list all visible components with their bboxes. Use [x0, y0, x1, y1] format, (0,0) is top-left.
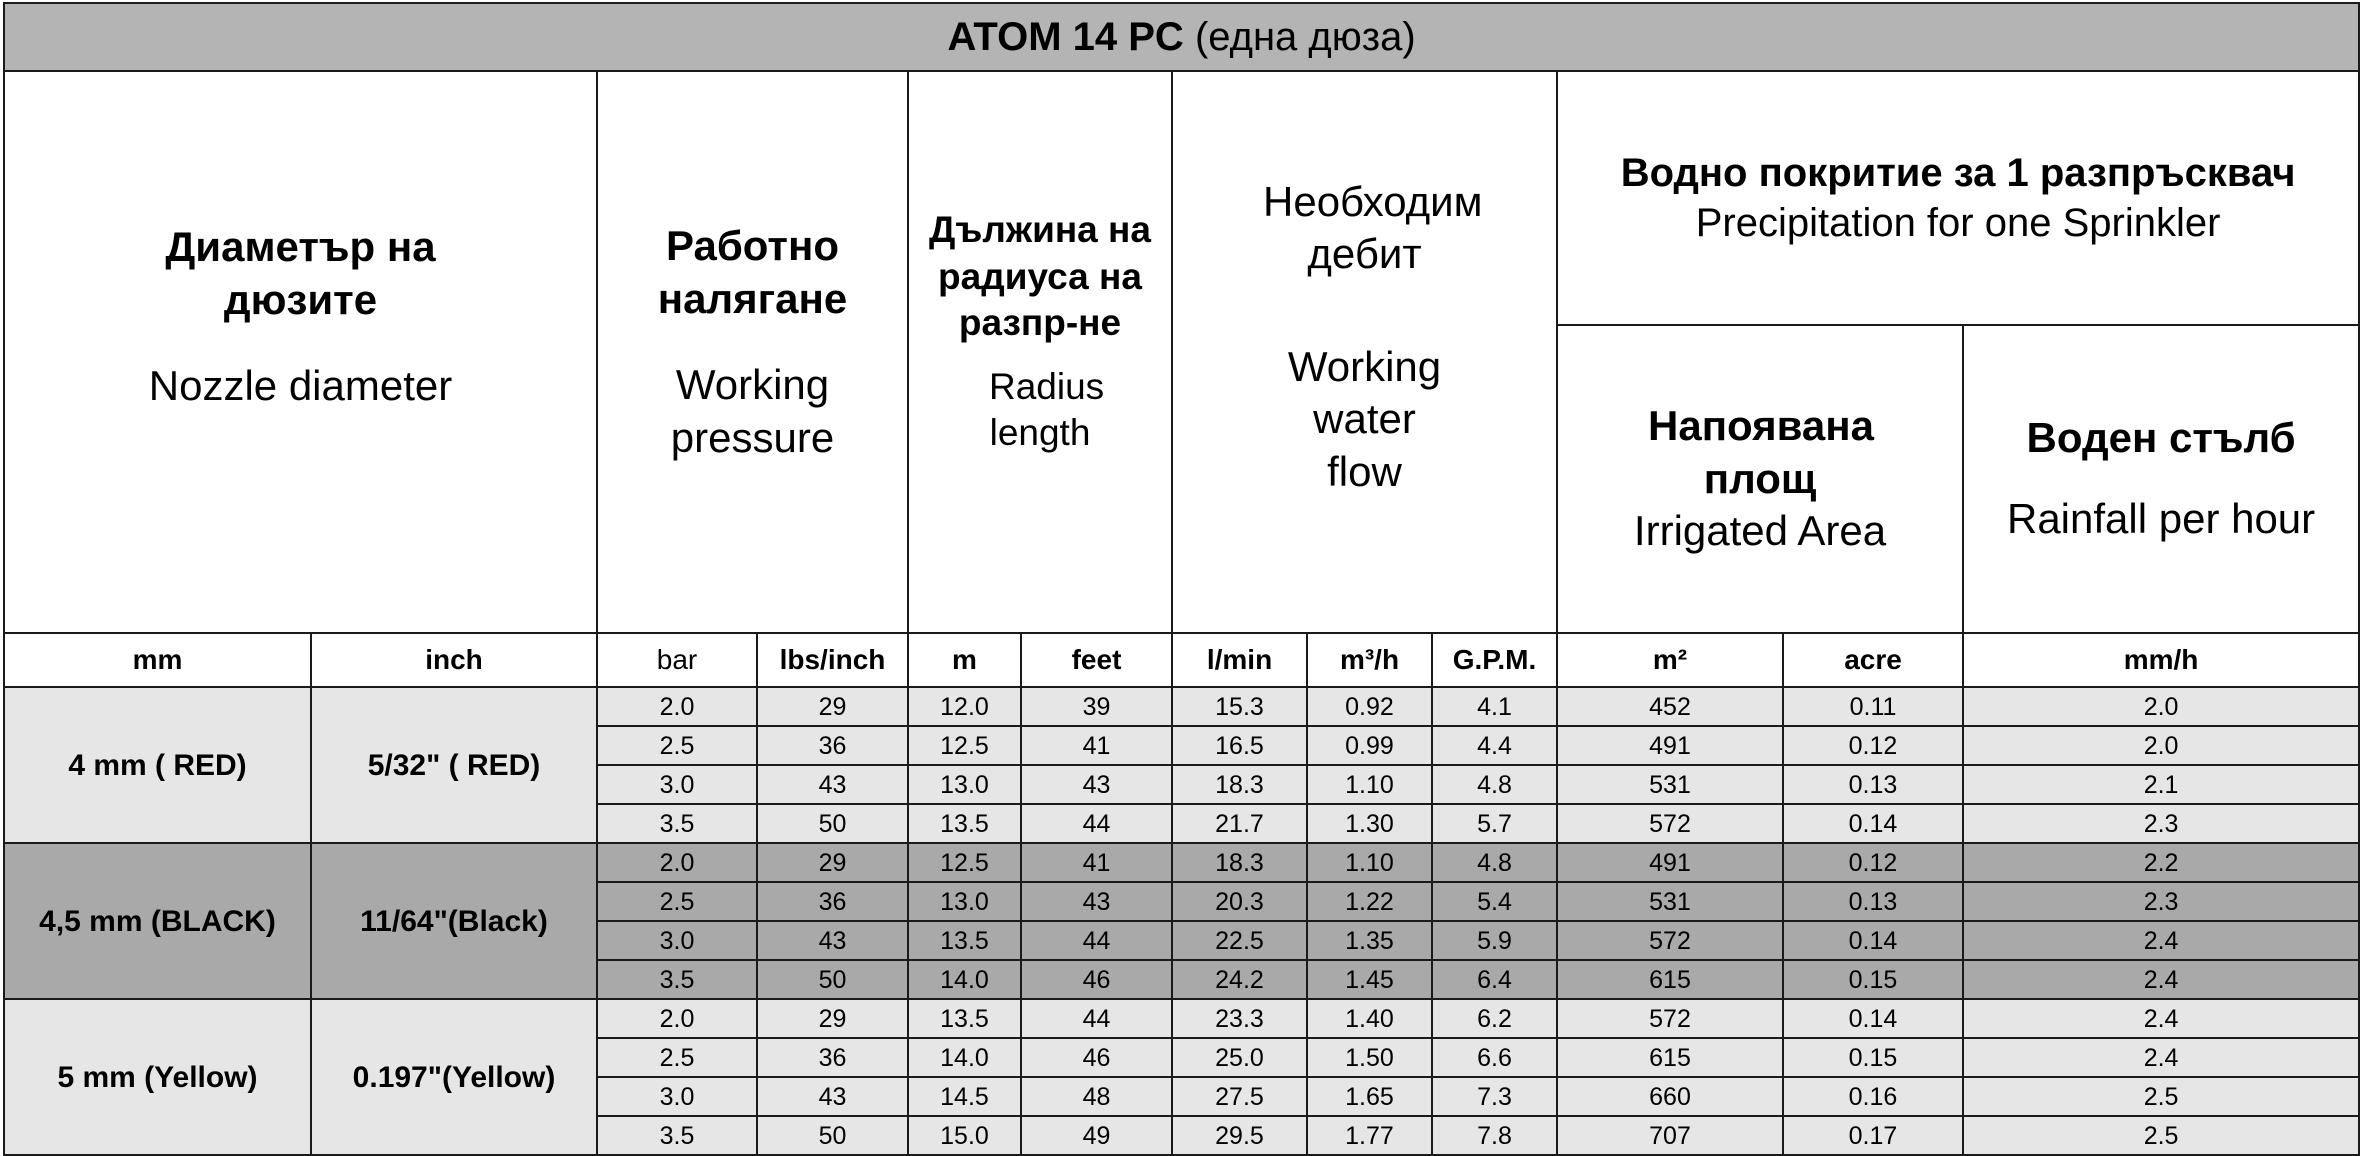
cell-m: 12.5: [908, 843, 1021, 882]
cell-m3h: 1.50: [1307, 1038, 1432, 1077]
cell-feet: 44: [1021, 999, 1172, 1038]
cell-feet: 43: [1021, 765, 1172, 804]
nozzle-inch-cell: 11/64"(Black): [311, 843, 597, 999]
cell-feet: 46: [1021, 960, 1172, 999]
cell-m3h: 1.30: [1307, 804, 1432, 843]
cell-m2: 707: [1557, 1116, 1783, 1155]
cell-mm-h: 2.3: [1963, 804, 2359, 843]
cell-m: 13.0: [908, 882, 1021, 921]
data-body: [4, 687, 2359, 1155]
cell-acre: 0.11: [1783, 687, 1963, 726]
cell-m3h: 1.65: [1307, 1077, 1432, 1116]
header-irrigated-area: [1557, 325, 1963, 633]
cell-l-min: 20.3: [1172, 882, 1307, 921]
cell-m3h: 0.99: [1307, 726, 1432, 765]
header-radius-length: [908, 71, 1172, 633]
cell-acre: 0.15: [1783, 1038, 1963, 1077]
cell-bar: 3.5: [597, 1116, 757, 1155]
cell-lbs-inch: 50: [757, 804, 908, 843]
spec-sheet: [0, 2, 2361, 1150]
cell-feet: 44: [1021, 804, 1172, 843]
cell-m: 14.0: [908, 960, 1021, 999]
unit-acre: acre: [1783, 633, 1963, 687]
cell-mm-h: 2.4: [1963, 1038, 2359, 1077]
cell-l-min: 18.3: [1172, 843, 1307, 882]
cell-mm-h: 2.2: [1963, 843, 2359, 882]
cell-mm-h: 2.1: [1963, 765, 2359, 804]
header-radius-bg: Дължина на радиуса на разпр-не: [929, 209, 1151, 343]
unit-m: m: [908, 633, 1021, 687]
cell-bar: 2.0: [597, 687, 757, 726]
table-title: [4, 3, 2359, 71]
cell-gpm: 5.7: [1432, 804, 1557, 843]
title-row: [4, 3, 2359, 71]
cell-acre: 0.17: [1783, 1116, 1963, 1155]
cell-lbs-inch: 36: [757, 1038, 908, 1077]
cell-bar: 3.0: [597, 765, 757, 804]
header-precip-en: Precipitation for one Sprinkler: [1695, 200, 2221, 245]
cell-l-min: 16.5: [1172, 726, 1307, 765]
cell-feet: 48: [1021, 1077, 1172, 1116]
cell-lbs-inch: 43: [757, 921, 908, 960]
cell-acre: 0.16: [1783, 1077, 1963, 1116]
cell-acre: 0.12: [1783, 843, 1963, 882]
cell-m3h: 1.35: [1307, 921, 1432, 960]
cell-m3h: 1.10: [1307, 843, 1432, 882]
cell-l-min: 22.5: [1172, 921, 1307, 960]
cell-bar: 3.5: [597, 960, 757, 999]
header-rain-en: Rainfall per hour: [2006, 494, 2316, 542]
header-precip-bg: Водно покритие за 1 разпръсквач: [1620, 150, 2296, 195]
cell-bar: 3.0: [597, 921, 757, 960]
header-flow-bg: Необходим дебит: [1263, 177, 1483, 278]
table-row: [4, 999, 2359, 1038]
cell-lbs-inch: 50: [757, 1116, 908, 1155]
cell-m3h: 1.22: [1307, 882, 1432, 921]
cell-l-min: 18.3: [1172, 765, 1307, 804]
cell-acre: 0.14: [1783, 999, 1963, 1038]
cell-gpm: 6.6: [1432, 1038, 1557, 1077]
cell-m: 14.0: [908, 1038, 1021, 1077]
cell-m2: 572: [1557, 804, 1783, 843]
cell-gpm: 4.8: [1432, 843, 1557, 882]
nozzle-inch-cell: 5/32" ( RED): [311, 687, 597, 843]
unit-mm: mm: [4, 633, 311, 687]
cell-bar: 2.5: [597, 882, 757, 921]
units-row: [4, 633, 2359, 687]
cell-feet: 44: [1021, 921, 1172, 960]
cell-l-min: 24.2: [1172, 960, 1307, 999]
cell-m: 13.5: [908, 999, 1021, 1038]
cell-m2: 572: [1557, 921, 1783, 960]
cell-gpm: 4.1: [1432, 687, 1557, 726]
cell-m3h: 1.45: [1307, 960, 1432, 999]
cell-m2: 531: [1557, 882, 1783, 921]
cell-m: 15.0: [908, 1116, 1021, 1155]
cell-bar: 2.0: [597, 843, 757, 882]
cell-m3h: 1.40: [1307, 999, 1432, 1038]
header-working-pressure: [597, 71, 908, 633]
cell-m: 14.5: [908, 1077, 1021, 1116]
cell-m2: 491: [1557, 843, 1783, 882]
cell-gpm: 5.9: [1432, 921, 1557, 960]
cell-m: 13.5: [908, 804, 1021, 843]
cell-l-min: 25.0: [1172, 1038, 1307, 1077]
cell-m2: 615: [1557, 960, 1783, 999]
nozzle-mm-cell: 5 mm (Yellow): [4, 999, 311, 1155]
cell-mm-h: 2.0: [1963, 687, 2359, 726]
cell-mm-h: 2.0: [1963, 726, 2359, 765]
header-water-flow: [1172, 71, 1557, 633]
cell-feet: 41: [1021, 726, 1172, 765]
cell-acre: 0.14: [1783, 804, 1963, 843]
cell-gpm: 6.4: [1432, 960, 1557, 999]
header-rain-bg: Воден стълб: [2026, 414, 2296, 462]
cell-gpm: 7.8: [1432, 1116, 1557, 1155]
cell-m3h: 0.92: [1307, 687, 1432, 726]
header-precipitation: [1557, 71, 2359, 325]
header-area-en: Irrigated Area: [1633, 507, 1887, 555]
cell-mm-h: 2.4: [1963, 960, 2359, 999]
cell-m3h: 1.77: [1307, 1116, 1432, 1155]
cell-lbs-inch: 43: [757, 1077, 908, 1116]
cell-feet: 46: [1021, 1038, 1172, 1077]
cell-acre: 0.13: [1783, 882, 1963, 921]
unit-inch: inch: [311, 633, 597, 687]
table-row: [4, 843, 2359, 882]
unit-mm-h: mm/h: [1963, 633, 2359, 687]
cell-lbs-inch: 36: [757, 882, 908, 921]
cell-mm-h: 2.4: [1963, 921, 2359, 960]
cell-l-min: 15.3: [1172, 687, 1307, 726]
table-row: [4, 687, 2359, 726]
cell-l-min: 23.3: [1172, 999, 1307, 1038]
cell-l-min: 21.7: [1172, 804, 1307, 843]
cell-gpm: 4.8: [1432, 765, 1557, 804]
cell-feet: 49: [1021, 1116, 1172, 1155]
unit-bar: bar: [597, 633, 757, 687]
cell-lbs-inch: 43: [757, 765, 908, 804]
cell-gpm: 6.2: [1432, 999, 1557, 1038]
cell-m2: 531: [1557, 765, 1783, 804]
cell-gpm: 7.3: [1432, 1077, 1557, 1116]
cell-mm-h: 2.5: [1963, 1077, 2359, 1116]
title-model: ATOM 14 PC: [947, 14, 1184, 59]
cell-m: 13.0: [908, 765, 1021, 804]
unit-l-min: l/min: [1172, 633, 1307, 687]
cell-bar: 3.5: [597, 804, 757, 843]
cell-lbs-inch: 29: [757, 687, 908, 726]
cell-mm-h: 2.5: [1963, 1116, 2359, 1155]
cell-bar: 2.5: [597, 726, 757, 765]
header-pressure-bg: Работно налягане: [657, 222, 848, 322]
cell-bar: 3.0: [597, 1077, 757, 1116]
cell-acre: 0.15: [1783, 960, 1963, 999]
cell-gpm: 5.4: [1432, 882, 1557, 921]
header-flow-en: Working water flow: [1287, 342, 1442, 495]
cell-m2: 491: [1557, 726, 1783, 765]
header-pressure-en: Working pressure: [670, 361, 835, 461]
cell-feet: 43: [1021, 882, 1172, 921]
header-nozzle-en: Nozzle diameter: [148, 362, 453, 410]
unit-lbs-inch: lbs/inch: [757, 633, 908, 687]
header-nozzle-bg: Диаметър на дюзите: [165, 223, 436, 323]
unit-m2: m²: [1557, 633, 1783, 687]
unit-feet: feet: [1021, 633, 1172, 687]
nozzle-inch-cell: 0.197"(Yellow): [311, 999, 597, 1155]
title-subtitle: (една дюза): [1183, 14, 1416, 59]
cell-bar: 2.0: [597, 999, 757, 1038]
cell-feet: 41: [1021, 843, 1172, 882]
cell-lbs-inch: 29: [757, 999, 908, 1038]
cell-m: 12.0: [908, 687, 1021, 726]
unit-gpm: G.P.M.: [1432, 633, 1557, 687]
nozzle-mm-cell: 4,5 mm (BLACK): [4, 843, 311, 999]
nozzle-mm-cell: 4 mm ( RED): [4, 687, 311, 843]
cell-mm-h: 2.3: [1963, 882, 2359, 921]
cell-lbs-inch: 29: [757, 843, 908, 882]
cell-acre: 0.13: [1783, 765, 1963, 804]
header-radius-en: Radius length: [989, 366, 1105, 454]
cell-l-min: 29.5: [1172, 1116, 1307, 1155]
header-area-bg: Напоявана площ: [1648, 402, 1875, 502]
cell-mm-h: 2.4: [1963, 999, 2359, 1038]
cell-acre: 0.14: [1783, 921, 1963, 960]
performance-table: [3, 2, 2360, 1156]
header-row-1: [4, 71, 2359, 325]
cell-acre: 0.12: [1783, 726, 1963, 765]
header-nozzle-diameter: [4, 71, 597, 633]
cell-m2: 452: [1557, 687, 1783, 726]
cell-m: 13.5: [908, 921, 1021, 960]
cell-feet: 39: [1021, 687, 1172, 726]
cell-m: 12.5: [908, 726, 1021, 765]
header-rainfall: [1963, 325, 2359, 633]
cell-bar: 2.5: [597, 1038, 757, 1077]
cell-m3h: 1.10: [1307, 765, 1432, 804]
cell-gpm: 4.4: [1432, 726, 1557, 765]
cell-l-min: 27.5: [1172, 1077, 1307, 1116]
cell-m2: 572: [1557, 999, 1783, 1038]
cell-lbs-inch: 36: [757, 726, 908, 765]
cell-lbs-inch: 50: [757, 960, 908, 999]
cell-m2: 660: [1557, 1077, 1783, 1116]
cell-m2: 615: [1557, 1038, 1783, 1077]
unit-m3h: m³/h: [1307, 633, 1432, 687]
